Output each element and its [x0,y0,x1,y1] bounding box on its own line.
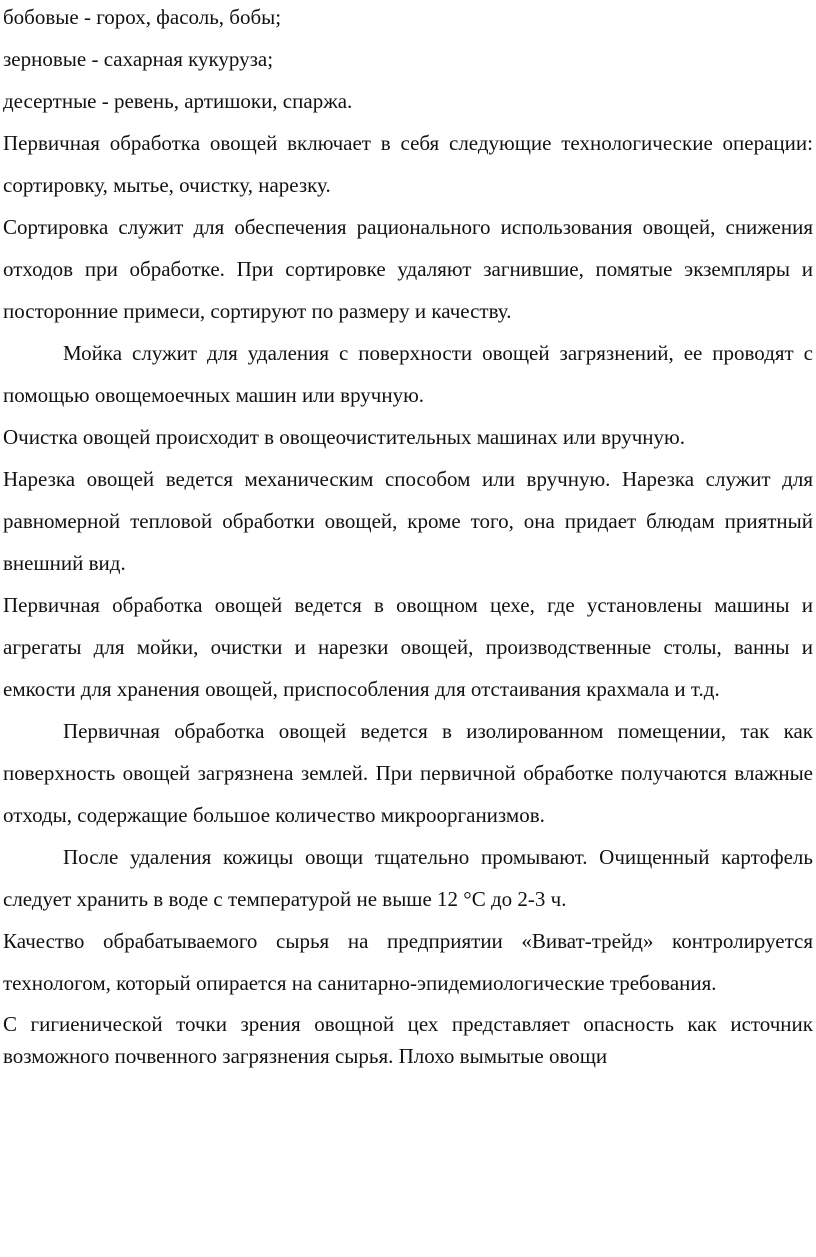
paragraph-primary-processing: Первичная обработка овощей включает в себя следующие технологические операции: сортировку, мытье, очистку, нарезку. [3,131,813,197]
paragraph-washing: Мойка служит для удаления с поверхности овощей загрязнений, ее проводят с помощью овощемоечных машин или вручную. [3,341,813,407]
paragraph-sorting: Сортировка служит для обеспечения рационального использования овощей, снижения отходов при обработке. При сортировке удаляют загнившие, помятые экземпляры и посторонние примеси, сортируют по размеру и качеству. [3,215,813,323]
paragraph-cutting: Нарезка овощей ведется механическим способом или вручную. Нарезка служит для равномерной тепловой обработки овощей, кроме того, она придает блюдам приятный внешний вид. [3,467,813,575]
paragraph-hygiene: С гигиенической точки зрения овощной цех представляет опасность как источник возможного почвенного загрязнения сырья. Плохо вымытые овощи [3,1012,813,1068]
paragraph-legumes: бобовые - горох, фасоль, бобы; [3,5,282,29]
paragraph-quality-control: Качество обрабатываемого сырья на предприятии «Виват-трейд» контролируется технологом, который опирается на санитарно-эпидемиологические требования. [3,929,813,995]
paragraph-cleaning: Очистка овощей происходит в овощеочистительных машинах или вручную. [3,425,685,449]
paragraph-peeling: После удаления кожицы овощи тщательно промывают. Очищенный картофель следует хранить в воде с температурой не выше 12 °С до 2-3 ч. [3,845,813,911]
paragraph-vegetable-shop: Первичная обработка овощей ведется в овощном цехе, где установлены машины и агрегаты для мойки, очистки и нарезки овощей, производственные столы, ванны и емкости для хранения овощей, приспособления для отстаивания крахмала и т.д. [3,593,813,701]
paragraph-isolated-room: Первичная обработка овощей ведется в изолированном помещении, так как поверхность овощей загрязнена землей. При первичной обработке получаются влажные отходы, содержащие большое количество микроорганизмов. [3,719,813,827]
paragraph-desserts: десертные - ревень, артишоки, спаржа. [3,89,353,113]
paragraph-grains: зерновые - сахарная кукуруза; [3,47,274,71]
